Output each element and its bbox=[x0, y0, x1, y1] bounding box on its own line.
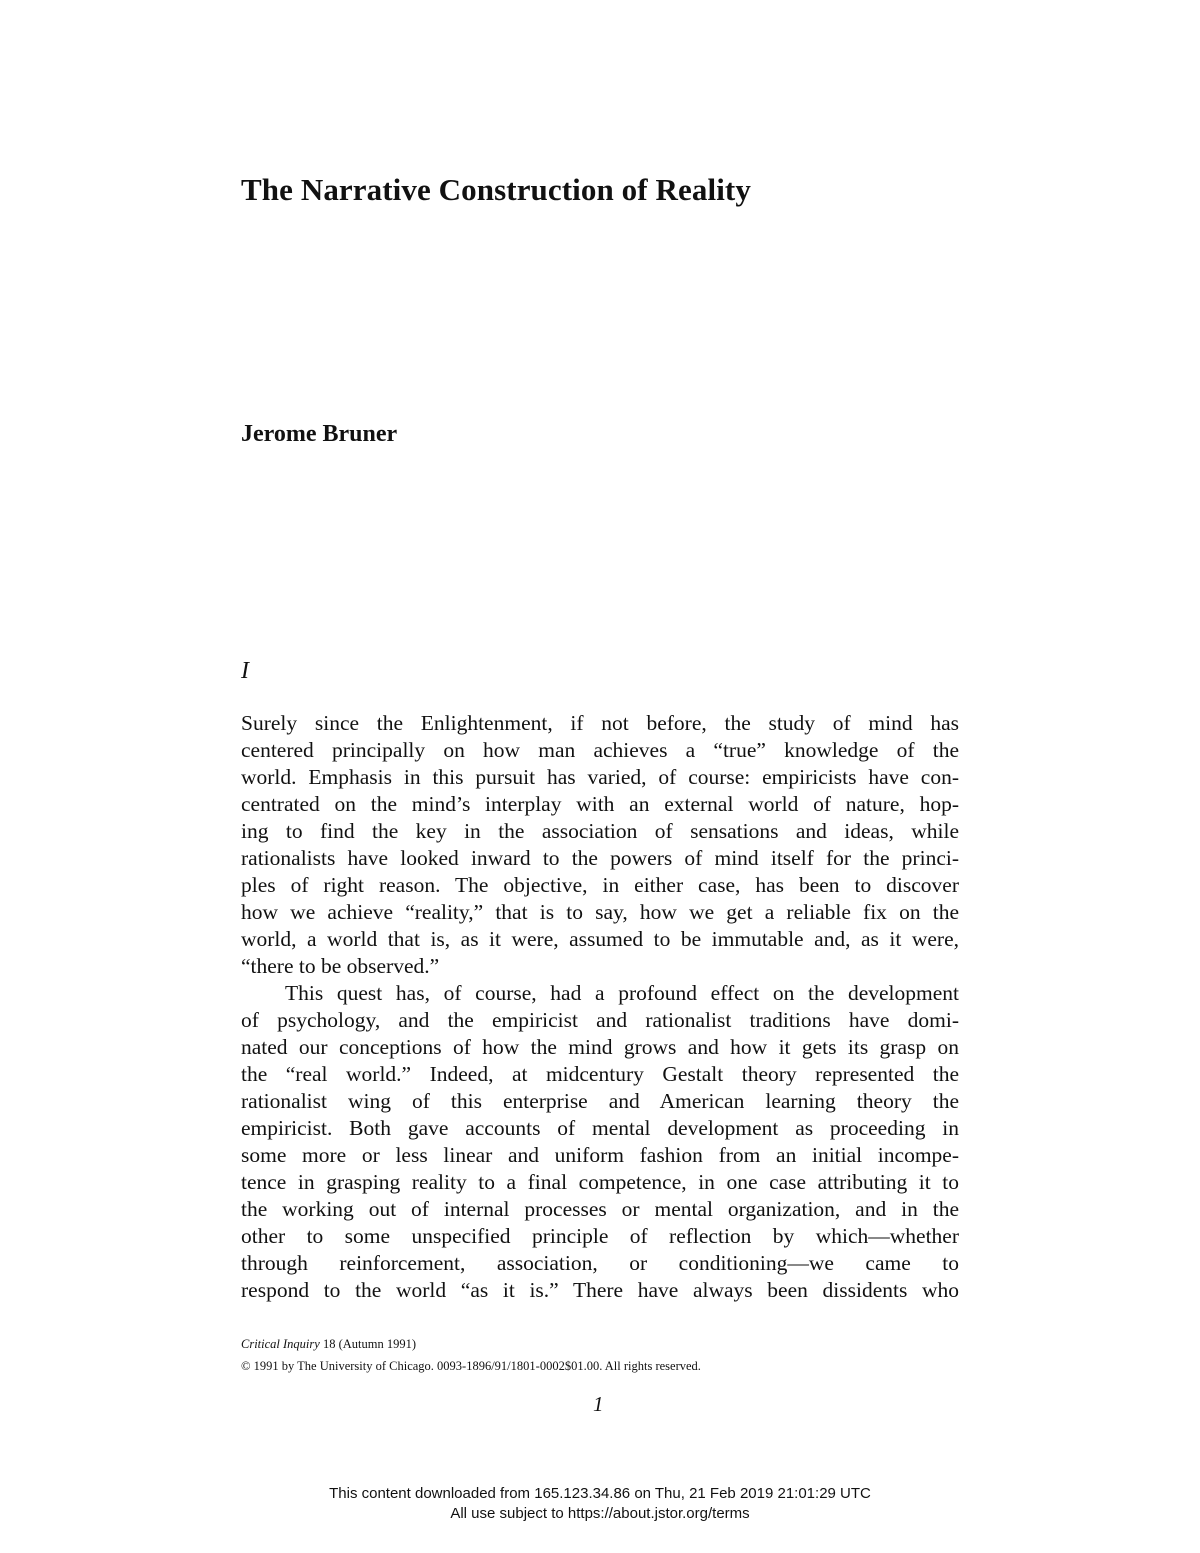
body-line: This quest has, of course, had a profound effect on the development bbox=[285, 981, 959, 1005]
terms-notice: All use subject to https://about.jstor.org/terms bbox=[450, 1505, 750, 1522]
body-line: centrated on the mind’s interplay with an external world of nature, hop- bbox=[241, 792, 959, 816]
body-line: how we achieve “reality,” that is to say, how we get a reliable fix on the bbox=[241, 900, 959, 924]
citation-footnote bbox=[241, 1337, 416, 1352]
body-text bbox=[241, 710, 959, 1304]
body-line: through reinforcement, association, or conditioning—we came to bbox=[241, 1251, 959, 1275]
section-number: I bbox=[241, 658, 249, 684]
body-line: nated our conceptions of how the mind grows and how it gets its grasp on bbox=[241, 1035, 959, 1059]
body-line: ing to find the key in the association of sensations and ideas, while bbox=[241, 819, 959, 843]
page-number: 1 bbox=[593, 1392, 604, 1416]
body-line: tence in grasping reality to a final competence, in one case attributing it to bbox=[241, 1170, 959, 1194]
body-line: respond to the world “as it is.” There have always been dissidents who bbox=[241, 1278, 959, 1302]
copyright-footnote: © 1991 by The University of Chicago. 0093-1896/91/1801-0002$01.00. All rights reserved. bbox=[241, 1359, 701, 1373]
body-line: the working out of internal processes or mental organization, and in the bbox=[241, 1197, 959, 1221]
body-line: ples of right reason. The objective, in either case, has been to discover bbox=[241, 873, 959, 897]
journal-citation: 18 (Autumn 1991) bbox=[319, 1337, 417, 1351]
article-title: The Narrative Construction of Reality bbox=[241, 172, 751, 207]
body-line: rationalist wing of this enterprise and American learning theory the bbox=[241, 1089, 959, 1113]
body-line: world, a world that is, as it were, assumed to be immutable and, as it were, bbox=[241, 927, 959, 951]
body-line: rationalists have looked inward to the powers of mind itself for the princi- bbox=[241, 846, 959, 870]
body-line: world. Emphasis in this pursuit has varied, of course: empiricists have con- bbox=[241, 765, 959, 789]
body-line: “there to be observed.” bbox=[241, 954, 440, 978]
body-line: of psychology, and the empiricist and rationalist traditions have domi- bbox=[241, 1008, 959, 1032]
body-line: empiricist. Both gave accounts of mental development as proceeding in bbox=[241, 1116, 959, 1140]
body-line: other to some unspecified principle of reflection by which—whether bbox=[241, 1224, 959, 1248]
download-notice: This content downloaded from 165.123.34.86 on Thu, 21 Feb 2019 21:01:29 UTC bbox=[329, 1485, 871, 1502]
body-line: Surely since the Enlightenment, if not before, the study of mind has bbox=[241, 711, 959, 735]
body-line: the “real world.” Indeed, at midcentury Gestalt theory represented the bbox=[241, 1062, 959, 1086]
journal-name: Critical Inquiry bbox=[241, 1337, 320, 1351]
body-line: some more or less linear and uniform fashion from an initial incompe- bbox=[241, 1143, 959, 1167]
body-line: centered principally on how man achieves a “true” knowledge of the bbox=[241, 738, 959, 762]
article-author: Jerome Bruner bbox=[241, 421, 398, 447]
